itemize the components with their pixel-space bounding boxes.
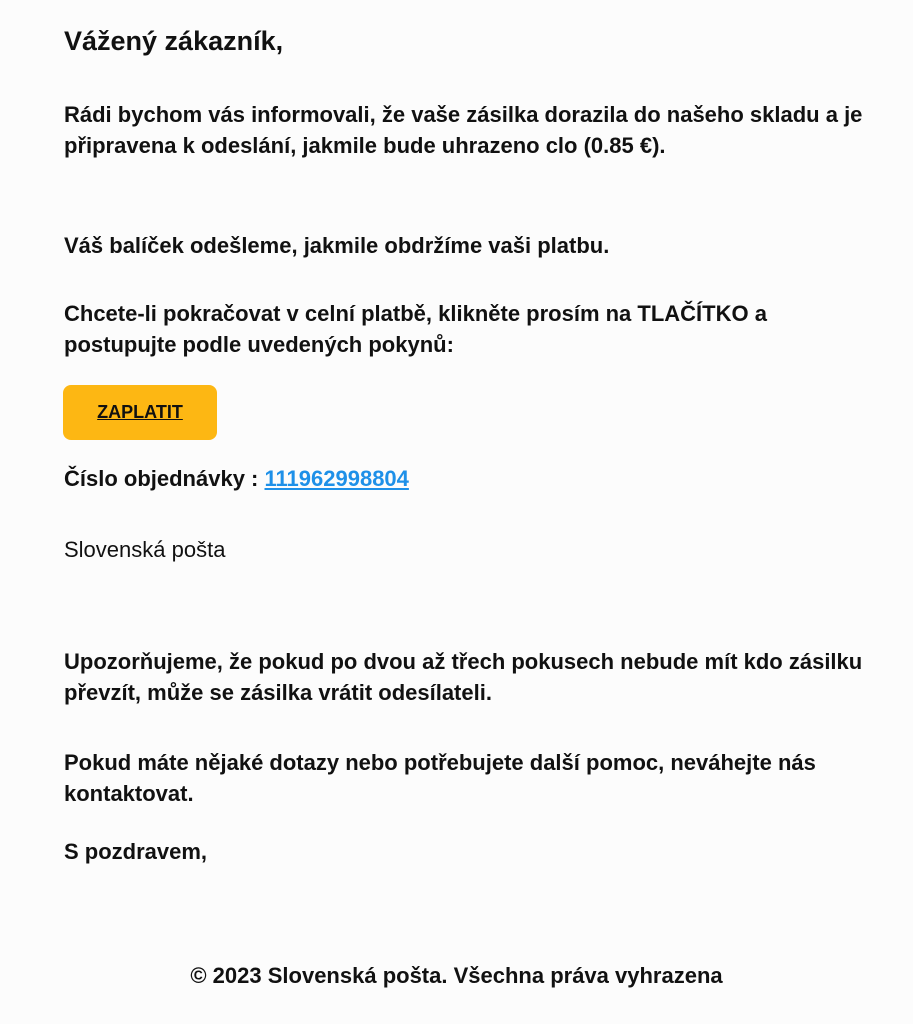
- footer-copyright: © 2023 Slovenská pošta. Všechna práva vyhrazena: [190, 963, 723, 988]
- customs-notice-paragraph: Rádi bychom vás informovali, že vaše zásilka dorazila do našeho skladu a je připravena k odeslání, jakmile bude uhrazeno clo (0.85 €).: [64, 102, 863, 158]
- order-number-label: Číslo objednávky :: [64, 466, 265, 491]
- delivery-warning-paragraph: Upozorňujeme, že pokud po dvou až třech pokusech nebude mít kdo zásilku převzít, může se zásilka vrátit odesílateli.: [64, 649, 863, 705]
- pay-button[interactable]: ZAPLATIT: [63, 385, 217, 440]
- closing-text: S pozdravem,: [64, 839, 208, 864]
- sender-name: Slovenská pošta: [64, 537, 226, 562]
- instruction-paragraph: Chcete-li pokračovat v celní platbě, klikněte prosím na TLAČÍTKO a postupujte podle uvedených pokynů:: [64, 301, 767, 357]
- shipping-paragraph: Váš balíček odešleme, jakmile obdržíme vaši platbu.: [64, 233, 610, 258]
- order-number-link[interactable]: 111962998804: [264, 466, 409, 491]
- greeting-heading: Vážený zákazník,: [64, 26, 284, 56]
- order-number-line: [64, 463, 409, 494]
- contact-paragraph: Pokud máte nějaké dotazy nebo potřebujete další pomoc, neváhejte nás kontaktovat.: [64, 750, 816, 806]
